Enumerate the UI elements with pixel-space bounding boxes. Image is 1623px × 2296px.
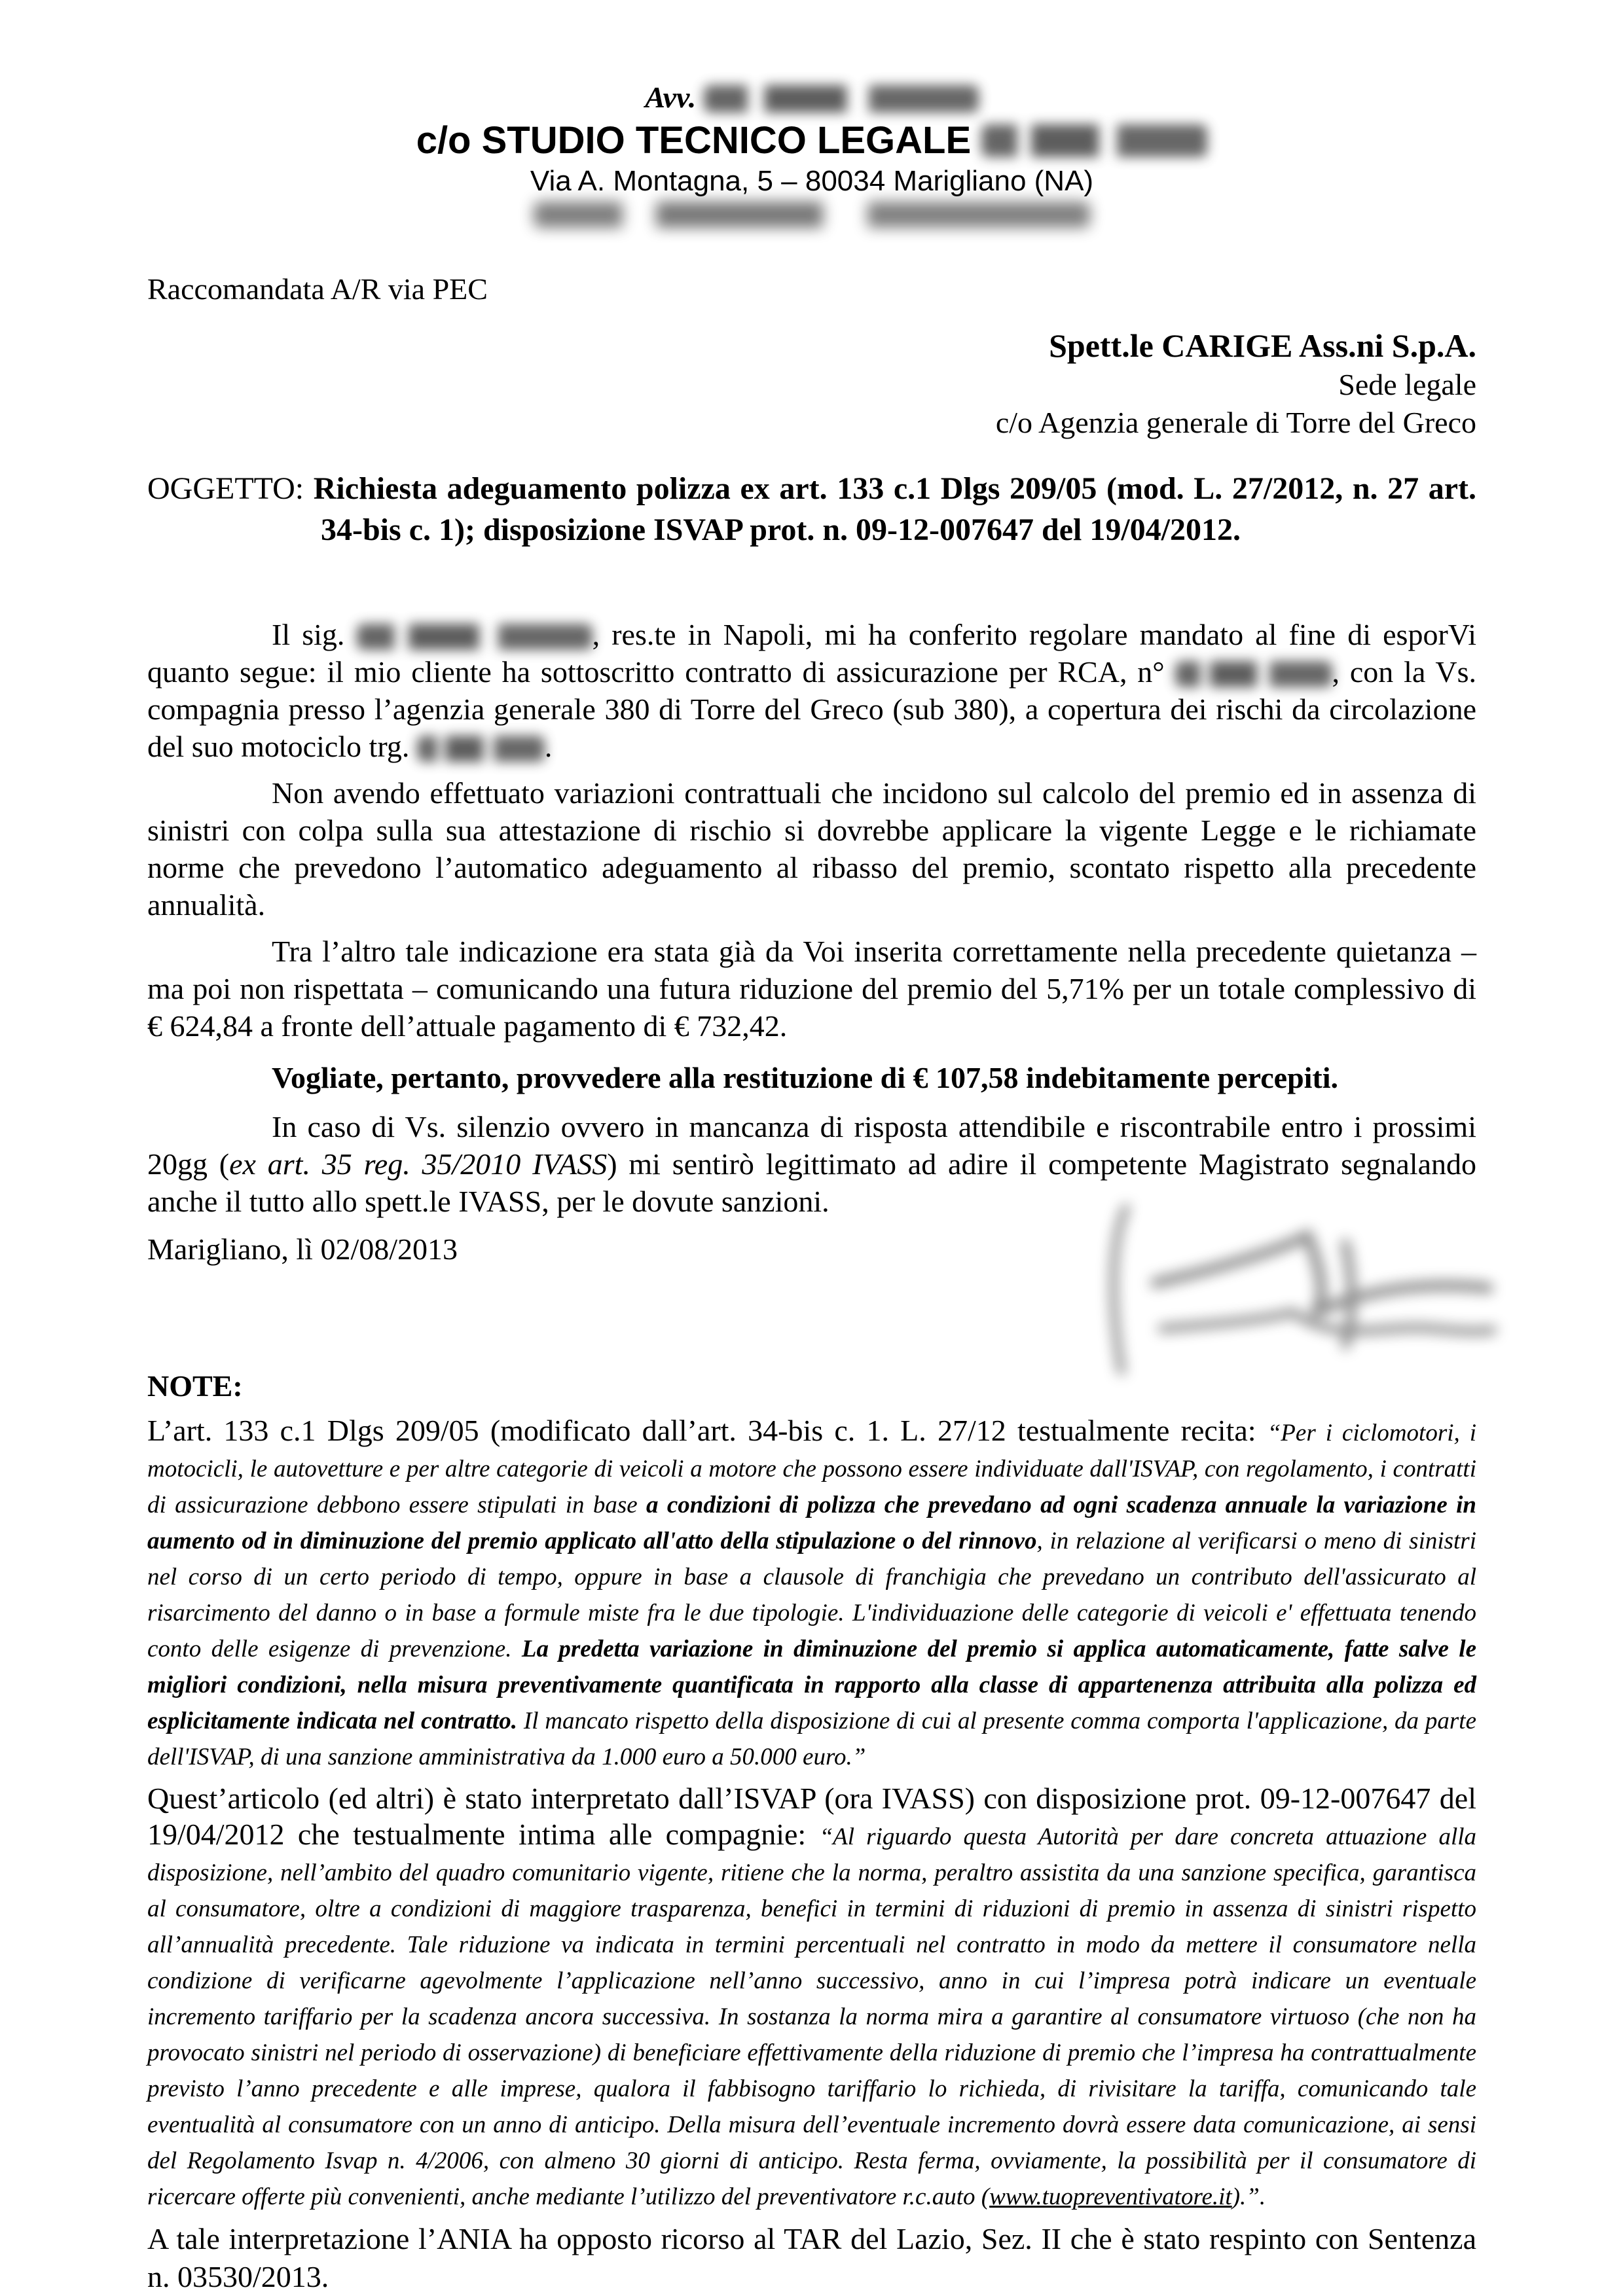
text-run: ).”. (1231, 2183, 1266, 2210)
subject-label: OGGETTO: (147, 471, 304, 506)
recipient-block (147, 325, 1476, 442)
studio-address: Via A. Montagna, 5 – 80034 Marigliano (NA) (530, 165, 1094, 197)
text-run: , in relazione al verificarsi o meno di sinistri nel corso di un certo periodo di tempo, oppure in base a clausole di franchigia che prevedano un contributo dell'assicurato al risarcimento del danno o in base a formule miste fra le due tipologie. L'individuazione delle categorie di veicoli e' effettuata tenendo conto delle esigenze di prevenzione. (147, 1528, 1476, 1662)
letterhead (147, 77, 1476, 236)
text-run: La predetta variazione in diminuzione del premio si applica automaticamente, fatte salve le migliori condizioni, nella misura preventivamente quantificata in rapporto alla classe di appartenenza attribuita alla polizza ed esplicitamente indicata nel contratto. (147, 1636, 1477, 1734)
text-run: Il mancato rispetto della disposizione di cui al presente comma comporta l'applicazione, da parte dell'ISVAP, di una sanzione amministrativa da 1.000 euro a 50.000 euro.” (147, 1708, 1476, 1770)
note-isvap-disposition (147, 1780, 1476, 2212)
redacted-text (1175, 661, 1332, 687)
redacted-text (417, 736, 545, 762)
paragraph-premium-law (147, 774, 1476, 924)
text-run: Il sig. (272, 618, 357, 651)
text-run: . (544, 730, 553, 763)
recipient-line-agenzia: c/o Agenzia generale di Torre del Greco (995, 406, 1476, 439)
letterhead-studio-line (147, 118, 1476, 164)
recipient-line-sede: Sede legale (1338, 368, 1476, 401)
studio-name: c/o STUDIO TECNICO LEGALE (416, 119, 972, 162)
letterhead-lawyer-line (147, 77, 1476, 118)
text-run: L’art. 133 c.1 Dlgs 209/05 (modificato dall’art. 34-bis c. 1. L. 27/12 testualmente recita: (147, 1414, 1267, 1447)
text-run: ) mi sentirò legittimato ad adire il competente Magistrato segnalando anche il tutto allo spett.le IVASS, per le dovute sanzioni. (147, 1147, 1476, 1218)
text-run: , con la Vs. compagnia presso l’agenzia generale 380 di Torre del Greco (sub 380), a copertura dei rischi da circolazione del suo motociclo trg. (147, 655, 1476, 763)
text-run: Non avendo effettuato variazioni contrattuali che incidono sul calcolo del premio ed in assenza di sinistri con colpa sulla sua attestazione di rischio si dovrebbe applicare la vigente Legge e le richiamate norme che prevedono l’automatico adeguamento al ribasso del premio, scontato rispetto alla precedente annualità. (147, 776, 1476, 922)
paragraph-refund-request (147, 1059, 1476, 1096)
text-run: Vogliate, pertanto, provvedere alla restituzione di € 107,58 indebitamente percepiti. (272, 1061, 1339, 1094)
text-run: Tra l’altro tale indicazione era stata già da Voi inserita correttamente nella precedente quietanza – ma poi non rispettata – comunicando una futura riduzione del premio del 5,71% per un totale complessivo di € 624,84 a fronte dell’attuale pagamento di € 732,42. (147, 935, 1476, 1043)
subject-text: Richiesta adeguamento polizza ex art. 133 c.1 Dlgs 209/05 (mod. L. 27/2012, n. 27 art. 34-bis c. 1); disposizione ISVAP prot. n. 09-12-007647 del 19/04/2012. (313, 471, 1477, 547)
text-run: a condizioni di polizza che prevedano ad ogni scadenza annuale la variazione in aumento od in diminuzione del premio applicato all'atto della stipulazione o del rinnovo (147, 1492, 1476, 1554)
redacted-text (357, 624, 593, 650)
redacted-studio-name (981, 124, 1207, 157)
paragraph-mandate (147, 616, 1476, 765)
lawyer-title: Avv. (645, 81, 697, 114)
text-run: www.tuopreventivatore.it (989, 2183, 1232, 2210)
notes-heading: NOTE: (147, 1369, 243, 1403)
redacted-lawyer-name (704, 85, 979, 113)
note-article-133 (147, 1412, 1476, 1772)
text-run: In caso di Vs. silenzio ovvero in mancanza di risposta attendibile e riscontrabile entro i prossimi 20gg ( (147, 1110, 1476, 1181)
place-date-line: Marigliano, lì 02/08/2013 (147, 1232, 458, 1266)
redacted-contact-info (534, 202, 1090, 228)
text-run: ex art. 35 reg. 35/2010 IVASS (229, 1147, 608, 1181)
text-run: Quest’articolo (ed altri) è stato interpretato dall’ISVAP (ora IVASS) con disposizione prot. 09-12-007647 del 19/04/2012 che testualmente intima alle compagnie: (147, 1782, 1476, 1851)
text-run: “Al riguardo questa Autorità per dare concreta attuazione alla disposizione, nell’ambito del quadro comunitario vigente, ritiene che la norma, peraltro assistita da una sanzione specifica, garantisca al consumatore, oltre a condizioni di maggiore trasparenza, benefici in termini di riduzioni di premio in assenza di sinistri rispetto all’annualità precedente. Tale riduzione va indicata in termini percentuali nel contratto in modo da mettere il consumatore nella condizione di verificarne agevolmente l’applicazione nell’anno successivo, anno in cui l’impresa potrà indicare un eventuale incremento tariffario per la scadenza ancora successiva. In sostanza la norma mira a garantire al consumatore virtuoso (che non ha provocato sinistri nel periodo di osservazione) di beneficiare effettivamente della riduzione di premio che l’impresa ha contrattualmente previsto l’anno precedente e alle imprese, qualora il fabbisogno tariffario lo richieda, di rivisitare la tariffa, comunicando tale eventualità al consumatore con un anno di anticipo. Della misura dell’eventuale incremento dovrà essere data comunicazione, ai sensi del Regolamento Isvap n. 4/2006, con almeno 30 giorni di anticipo. Resta ferma, ovviamente, la possibilità per il consumatore di ricercare offerte più convenienti, anche mediante l’utilizzo del preventivatore r.c.auto ( (147, 1823, 1477, 2210)
text-run: , res.te in Napoli, mi ha conferito regolare mandato al fine di esporVi quanto segue: il mio cliente ha sottoscritto contratto di assicurazione per RCA, n° (147, 618, 1476, 689)
text-run: “Per i ciclomotori, i motocicli, le autovetture e per altre categorie di veicoli a motore che possono essere individuate dall'ISVAP, con regolamento, i contratti di assicurazione debbono essere stipulati in base (147, 1420, 1476, 1518)
letterhead-contact-line (147, 202, 1476, 236)
sending-method: Raccomandata A/R via PEC (147, 272, 488, 306)
paragraph-reduction (147, 933, 1476, 1045)
paragraph-warning (147, 1108, 1476, 1220)
subject-line (147, 468, 1476, 550)
recipient-name: Spett.le CARIGE Ass.ni S.p.A. (1049, 327, 1476, 364)
text-run: A tale interpretazione l’ANIA ha opposto ricorso al TAR del Lazio, Sez. II che è stato respinto con Sentenza n. 03530/2013. (147, 2222, 1476, 2293)
note-ania-appeal (147, 2220, 1476, 2296)
